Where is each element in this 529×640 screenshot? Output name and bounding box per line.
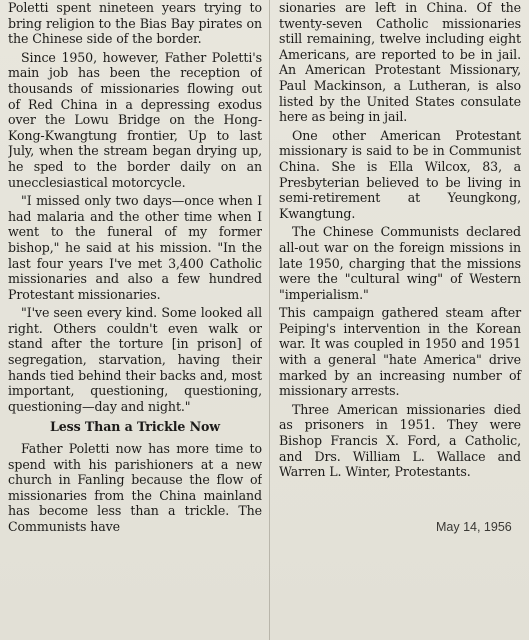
article-paragraph: Poletti spent nineteen years trying to bring religion to the Bias Bay pirates on the Chinese side of the border. (8, 0, 262, 47)
clipping-date: May 14, 1956 (436, 520, 512, 534)
article-paragraph: This campaign gathered steam after Peiping's intervention in the Korean war. It was coupled in 1950 and 1951 with a general "hate America" drive marked by an increasing number of missionary arrests. (279, 305, 521, 399)
article-paragraph: "I've seen every kind. Some looked all right. Others couldn't even walk or stand after the torture [in prison] of segregation, starvation, having their hands tied behind their backs and, most important, questioning, questioning, questioning—day and night." (8, 305, 262, 414)
article-paragraph: Father Poletti now has more time to spend with his parishioners at a new church in Fanling because the flow of missionaries from the China mainland has become less than a trickle. The Communists have (8, 441, 262, 534)
section-subhead: Less Than a Trickle Now (49, 419, 221, 435)
article-paragraph: Three American missionaries died as prisoners in 1951. They were Bishop Francis X. Ford, a Catholic, and Drs. William L. Wallace and Warren L. Winter, Protestants. (279, 401, 521, 480)
article-paragraph: One other American Protestant missionary is said to be in Communist China. She is Ella Wilcox, 83, a Presbyterian believed to be living in semi-retirement at Yeungkong, Kwangtung. (279, 127, 521, 221)
left-column (8, 0, 262, 640)
article-paragraph: "I missed only two days—once when I had malaria and the other time when I went to the funeral of my former bishop," he said at his mission. "In the last four years I've met 3,400 Catholic missionaries and also a few hundred Protestant missionaries. (8, 193, 262, 302)
column-divider (269, 0, 270, 640)
article-paragraph: Since 1950, however, Father Poletti's main job has been the reception of thousands of missionaries flowing out of Red China in a depressing exodus over the Lowu Bridge on the Hong-Kong-Kwangtung frontier, Up to last July, when the stream began drying up, he sped to the border daily on an unecclesiastical motorcycle. (8, 49, 262, 190)
article-paragraph: The Chinese Communists declared all-out war on the foreign missions in late 1950, charging that the missions were the "cultural wing" of Western "imperialism." (279, 224, 521, 302)
article-paragraph: sionaries are left in China. Of the twenty-seven Catholic missionaries still remaining, twelve including eight Americans, are reported to be in jail. An American Protestant Missionary, Paul Mackinson, a Lutheran, is also listed by the United States consulate here as being in jail. (279, 0, 521, 125)
right-column (279, 0, 521, 483)
